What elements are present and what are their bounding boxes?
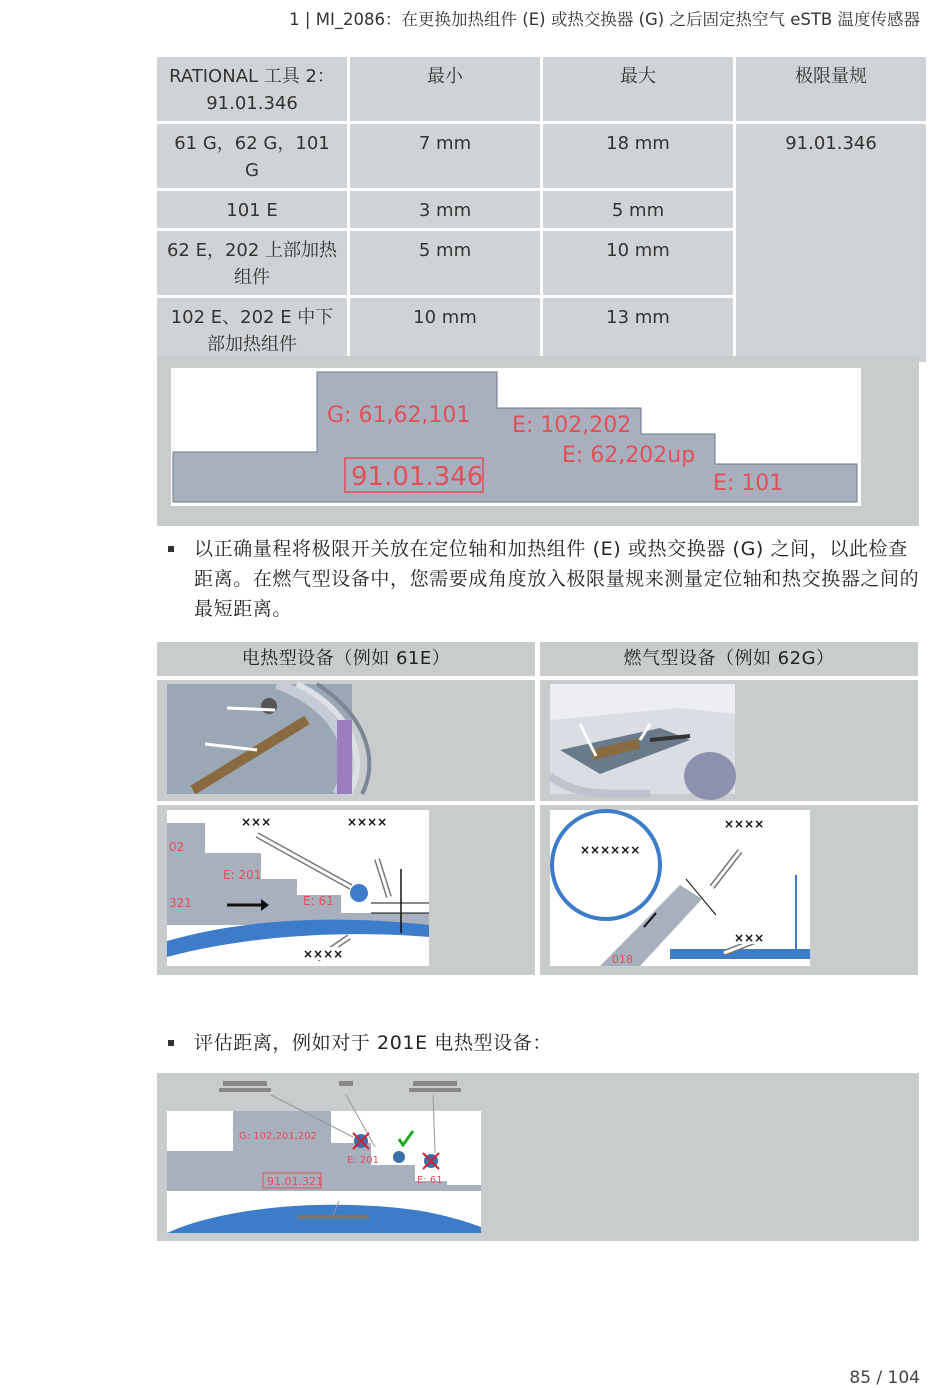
bullet-text: 评估距离，例如对于 201E 电热型设备：	[194, 1032, 552, 1054]
eval-code: 91.01.321	[267, 1175, 323, 1188]
table-row-max: 5 mm	[543, 191, 733, 228]
table-gauge-value: 91.01.346	[736, 124, 926, 362]
evaluation-image-panel	[157, 1073, 919, 1241]
page-number: 85 / 104	[849, 1368, 920, 1388]
gas-diagram	[540, 805, 918, 975]
page-header: 1 | MI_2086：在更换加热组件 (E) 或热交换器 (G) 之后固定热空气 eSTB 温度传感器	[289, 10, 920, 29]
electric-diagram-cell	[157, 805, 535, 975]
eval-label-g: G: 102,201,202	[239, 1131, 317, 1142]
header-gas: 燃气型设备（例如 62G）	[540, 642, 918, 676]
gauge-label-e3: E: 101	[713, 471, 784, 496]
header-electric: 电热型设备（例如 61E）	[157, 642, 535, 676]
table-header-tool: RATIONAL 工具 2：91.01.346	[157, 57, 347, 121]
electric-diagram	[157, 805, 535, 975]
table-row-min: 10 mm	[350, 298, 540, 362]
gauge-label-g: G: 61,62,101	[327, 403, 471, 428]
evaluation-illustration	[157, 1073, 919, 1241]
elec-label-2: ××××	[347, 815, 388, 829]
table-row-max: 18 mm	[543, 124, 733, 188]
table-row-model: 101 E	[157, 191, 347, 228]
table-row-model: 61 G，62 G，101 G	[157, 124, 347, 188]
elec-text-3: E: 61	[303, 894, 334, 908]
table-row-max: 10 mm	[543, 231, 733, 295]
eval-label-e201: E: 201	[347, 1155, 379, 1166]
table-header-gauge: 极限量规	[736, 57, 926, 121]
elec-label-3: ××××	[303, 947, 344, 961]
gauge-code: 91.01.346	[351, 462, 484, 492]
bullet-marker	[168, 546, 174, 552]
table-row-min: 3 mm	[350, 191, 540, 228]
gauge-label-e1: E: 102,202	[512, 413, 632, 438]
table-row-min: 5 mm	[350, 231, 540, 295]
gas-label-2: ××××××	[580, 843, 641, 857]
table-row-min: 7 mm	[350, 124, 540, 188]
elec-text-2: E: 201	[223, 868, 262, 882]
gauge-image-panel	[157, 356, 919, 526]
elec-text-4: 321	[169, 896, 192, 910]
electric-photo-cell	[157, 680, 535, 801]
table-header-min: 最小	[350, 57, 540, 121]
gas-photo-cell	[540, 680, 918, 801]
bullet-text: 以正确量程将极限开关放在定位轴和加热组件 (E) 或热交换器 (G) 之间，以此检查距离。在燃气型设备中，您需要成角度放入极限量规来测量定位轴和热交换器之间的最短距离。	[194, 538, 920, 620]
bullet-marker	[168, 1040, 174, 1046]
gauge-illustration	[157, 356, 919, 526]
table-row-model: 102 E、202 E 中下部加热组件	[157, 298, 347, 362]
eval-label-e61: E: 61	[417, 1175, 443, 1186]
elec-text-1: 02	[169, 840, 185, 854]
gas-label-1: ××××	[724, 817, 765, 831]
table-row-model: 62 E，202 上部加热组件	[157, 231, 347, 295]
spec-table	[154, 54, 929, 365]
gas-photo	[540, 680, 918, 801]
table-row-max: 13 mm	[543, 298, 733, 362]
gas-text-1: 018	[612, 953, 633, 966]
gauge-label-e2: E: 62,202up	[562, 443, 696, 468]
gas-diagram-cell	[540, 805, 918, 975]
electric-photo	[157, 680, 535, 801]
gas-label-3: ×××	[734, 931, 765, 945]
table-header-max: 最大	[543, 57, 733, 121]
elec-label-1: ×××	[241, 815, 272, 829]
